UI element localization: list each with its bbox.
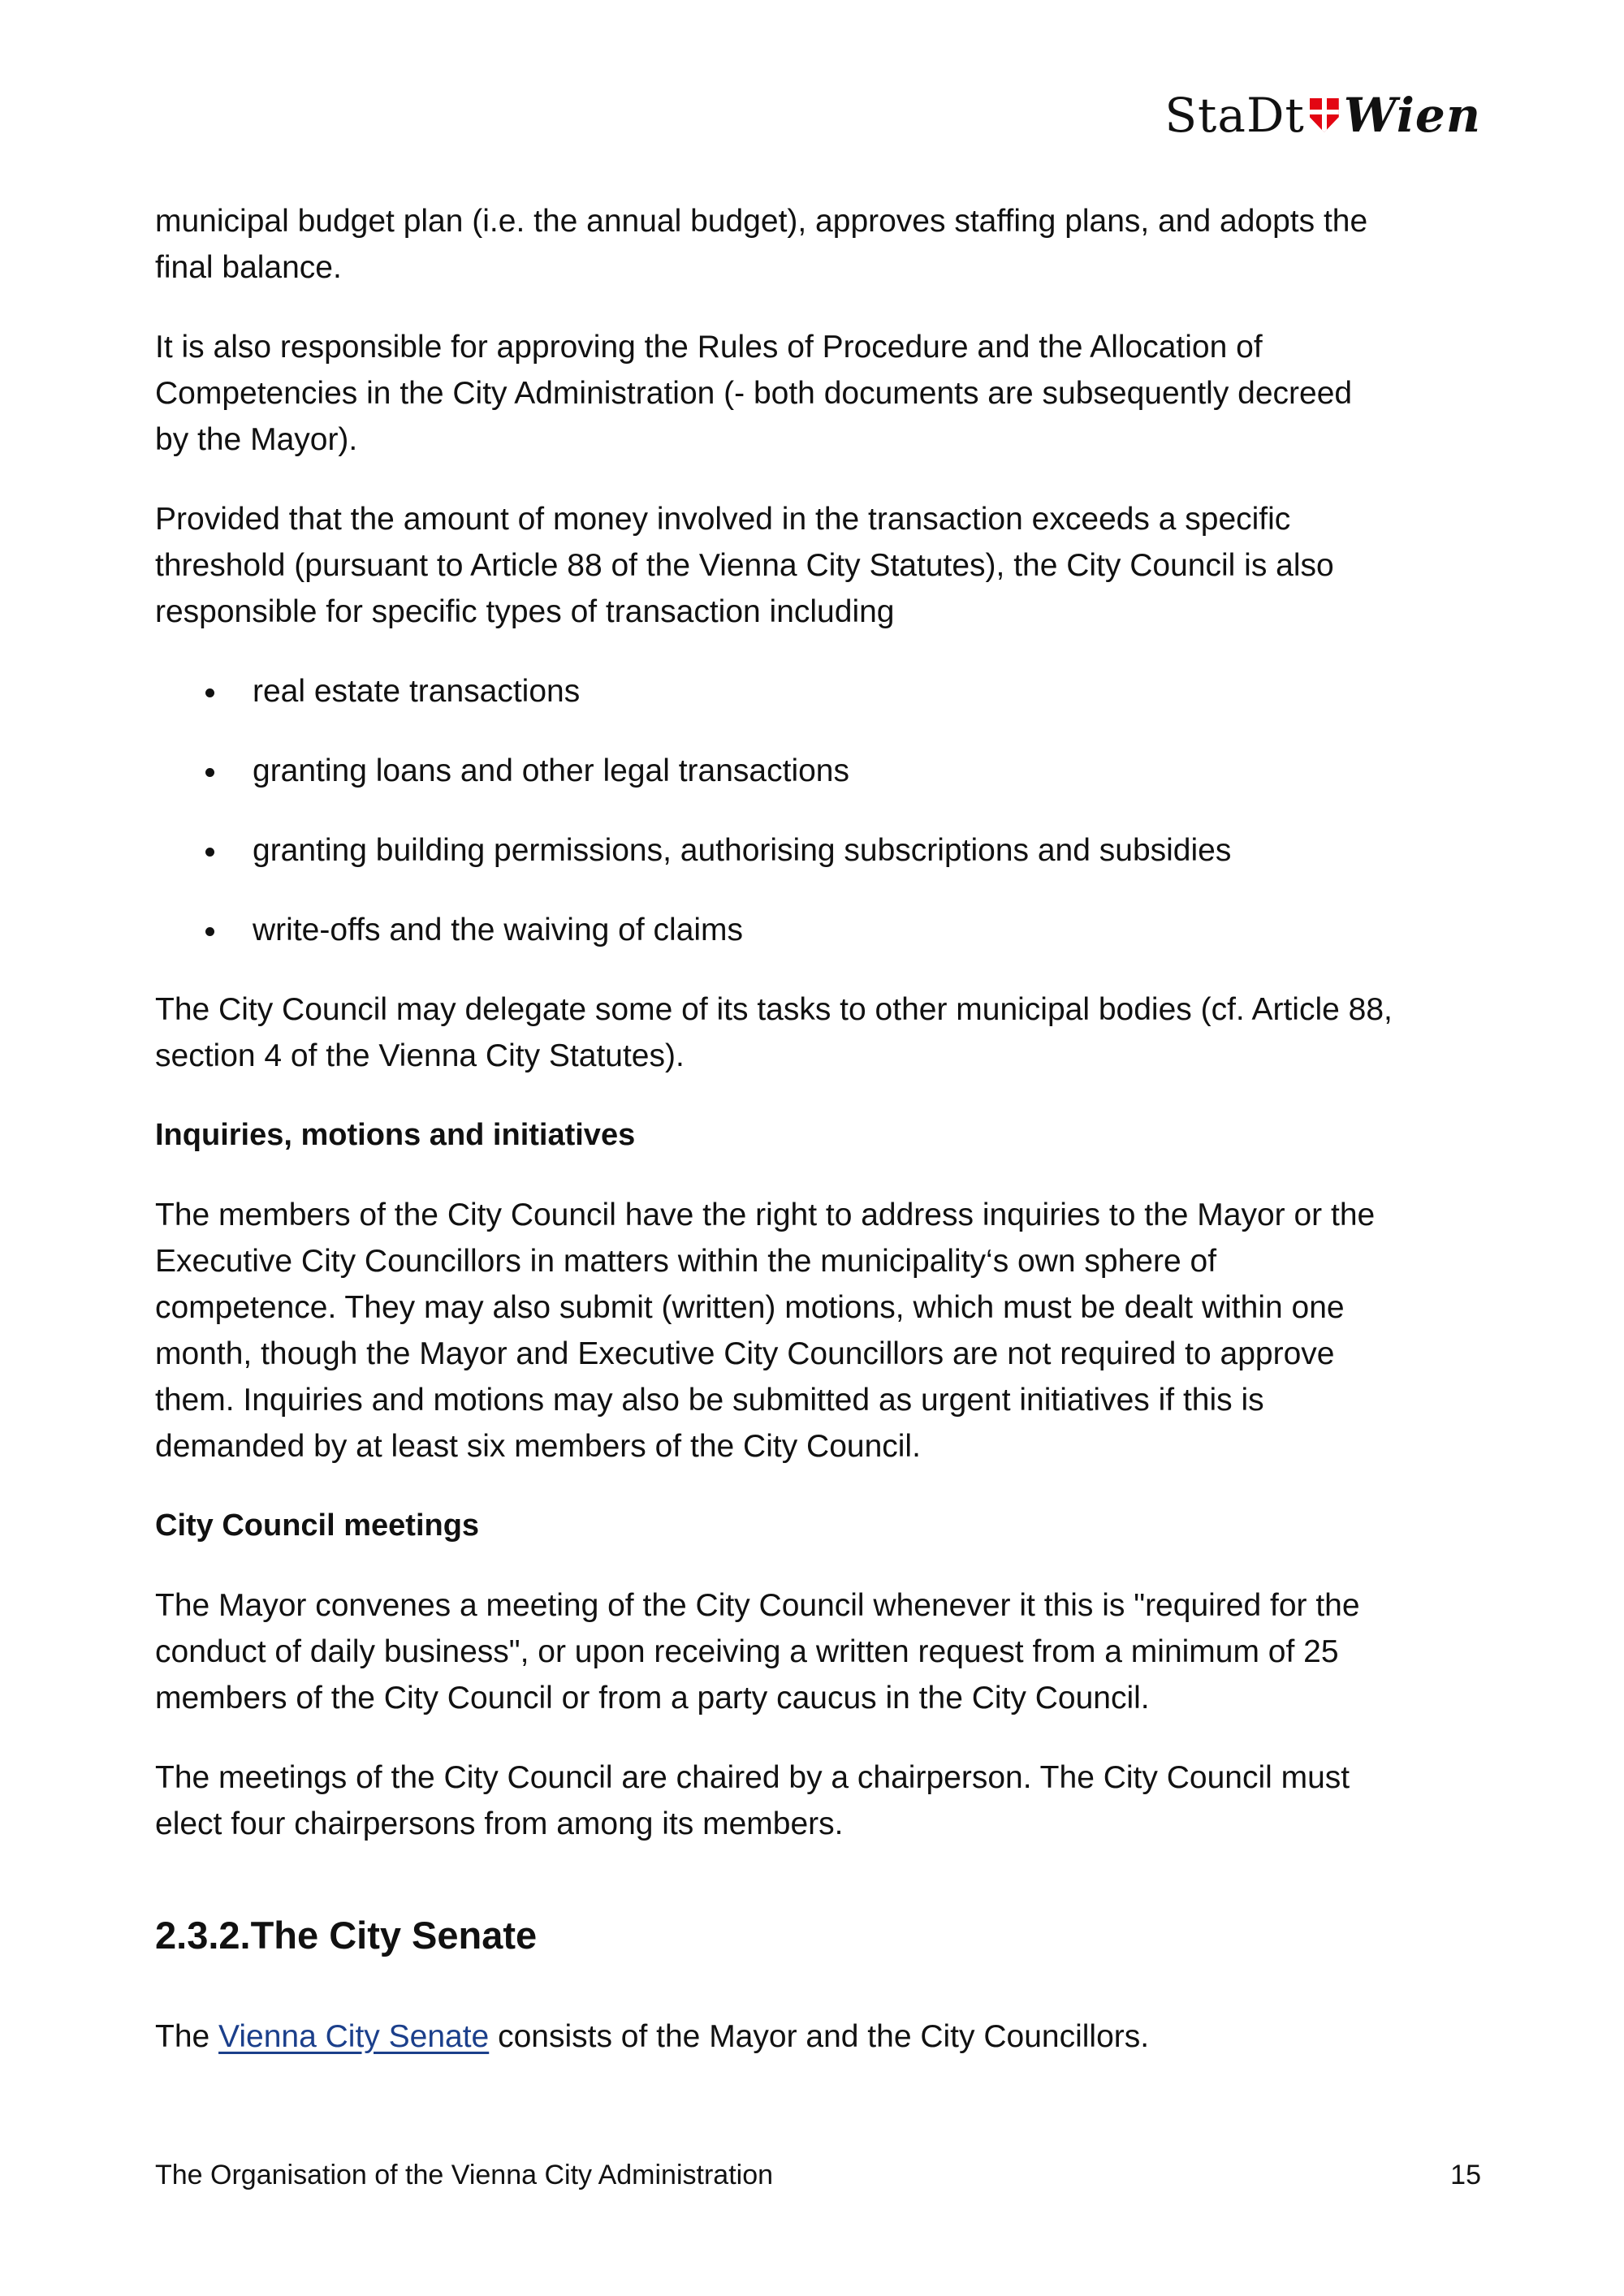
text-line: conduct of daily business", or upon receiving a written request from a minimum of 25 xyxy=(155,1634,1339,1669)
list-item: real estate transactions xyxy=(155,668,1495,714)
text-line: Provided that the amount of money involved in the transaction exceeds a specific xyxy=(155,502,1291,537)
vienna-city-senate-link[interactable]: Vienna City Senate xyxy=(218,2019,490,2054)
text-line: The meetings of the City Council are chaired by a chairperson. The City Council must xyxy=(155,1760,1350,1795)
text-line: by the Mayor). xyxy=(155,422,358,457)
text-line: The Mayor convenes a meeting of the City Council whenever it this is "required for the xyxy=(155,1588,1360,1623)
paragraph-inquiries xyxy=(155,1192,1495,1470)
text-line: elect four chairpersons from among its members. xyxy=(155,1806,844,1841)
paragraph-delegate xyxy=(155,986,1495,1079)
text-line: section 4 of the Vienna City Statutes). xyxy=(155,1038,685,1073)
page-content xyxy=(155,198,1495,2093)
text-line: The City Council may delegate some of its tasks to other municipal bodies (cf. Article 88, xyxy=(155,992,1393,1027)
text-line: responsible for specific types of transaction including xyxy=(155,594,895,629)
text: consists of the Mayor and the City Councillors. xyxy=(489,2019,1150,2054)
paragraph-senate xyxy=(155,2013,1495,2060)
list-item: granting loans and other legal transactions xyxy=(155,748,1495,794)
page-number: 15 xyxy=(1450,2160,1481,2190)
paragraph-meetings-2 xyxy=(155,1754,1495,1847)
logo-text-right: Wien xyxy=(1343,88,1481,143)
page-footer xyxy=(155,2160,1481,2191)
text-line: final balance. xyxy=(155,250,342,285)
paragraph-rules xyxy=(155,324,1495,463)
text-line: threshold (pursuant to Article 88 of the Vienna City Statutes), the City Council is also xyxy=(155,548,1334,583)
text-line: demanded by at least six members of the City Council. xyxy=(155,1429,921,1464)
text: The xyxy=(155,2019,219,2054)
vienna-shield-icon xyxy=(1310,98,1339,132)
text-line: competence. They may also submit (written) motions, which must be dealt within one xyxy=(155,1290,1345,1325)
text-line: Competencies in the City Administration (- both documents are subsequently decreed xyxy=(155,376,1353,411)
list-item: write-offs and the waiving of claims xyxy=(155,907,1495,953)
text-line: Executive City Councillors in matters within the municipality‘s own sphere of xyxy=(155,1244,1217,1279)
text-line: municipal budget plan (i.e. the annual budget), approves staffing plans, and adopts the xyxy=(155,204,1368,239)
paragraph-budget xyxy=(155,198,1495,291)
paragraph-threshold xyxy=(155,496,1495,635)
text-line: The members of the City Council have the right to address inquiries to the Mayor or the xyxy=(155,1198,1376,1232)
subheading-meetings: City Council meetings xyxy=(155,1508,480,1543)
footer-title: The Organisation of the Vienna City Administration xyxy=(155,2160,774,2190)
text-line: members of the City Council or from a party caucus in the City Council. xyxy=(155,1681,1150,1716)
logo-text-left: StaDt xyxy=(1164,88,1305,143)
section-heading: 2.3.2.The City Senate xyxy=(155,1914,538,1957)
stadt-wien-logo xyxy=(1164,88,1481,143)
text-line: month, though the Mayor and Executive City Councillors are not required to approve xyxy=(155,1336,1335,1371)
text-line: It is also responsible for approving the Rules of Procedure and the Allocation of xyxy=(155,330,1263,365)
subheading-inquiries: Inquiries, motions and initiatives xyxy=(155,1118,636,1152)
paragraph-meetings-1 xyxy=(155,1582,1495,1721)
transaction-list xyxy=(155,668,1495,953)
text-line: them. Inquiries and motions may also be submitted as urgent initiatives if this is xyxy=(155,1383,1264,1418)
list-item: granting building permissions, authorising subscriptions and subsidies xyxy=(155,827,1495,874)
